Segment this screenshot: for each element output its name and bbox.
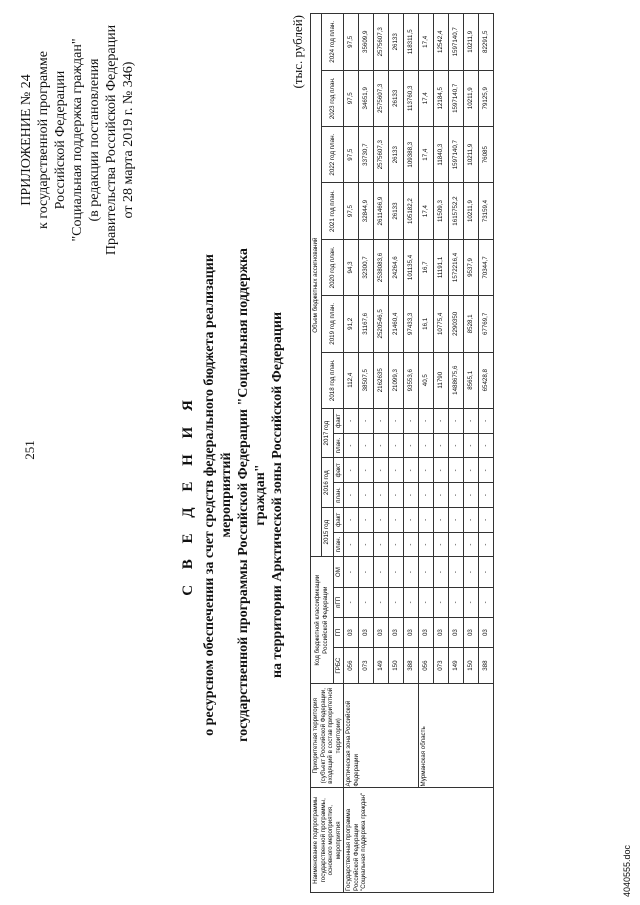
cell-v2020: 2538083,6 [374,239,389,295]
header-cell: 2021 год план. [321,183,344,239]
cell-v2024: 2575607,3 [374,14,389,71]
page-number: 251 [22,440,37,460]
cell-p15: - [449,532,464,557]
cell-gp: 03 [479,617,494,647]
cell-grbs: 149 [374,648,389,684]
header-cell: 2023 год план. [321,70,344,126]
cell-grbs: 073 [434,648,449,684]
cell-v2021: 11509,3 [434,183,449,239]
cell-v2018: 93553,6 [404,352,419,408]
cell-p15: - [389,532,404,557]
cell-p17: - [479,433,494,458]
cell-v2022: 17,4 [419,126,434,182]
cell-v2018: 40,5 [419,352,434,408]
cell-p16: - [344,483,359,508]
title-line: о ресурсном обеспечении за счет средств федерального бюджета реализации мероприятий [202,254,234,736]
document-title [180,235,286,755]
cell-pgp: - [419,587,434,617]
cell-v2023: 34651,9 [359,70,374,126]
cell-grbs: 150 [464,648,479,684]
cell-p17: - [359,433,374,458]
cell-v2020: 101135,4 [404,239,419,295]
cell-v2024: 97,5 [344,14,359,71]
cell-v2019: 97433,3 [404,296,419,352]
cell-v2024: 1597140,7 [449,14,464,71]
header-cell: 2019 год план. [321,296,344,352]
cell-p15: - [434,532,449,557]
cell-v2023: 79125,9 [479,70,494,126]
cell-grbs: 150 [389,648,404,684]
table-row [344,14,359,893]
cell-f15: - [419,507,434,532]
cell-f17: - [434,408,449,433]
cell-p15: - [374,532,389,557]
appendix-line: ПРИЛОЖЕНИЕ № 24 [19,74,34,206]
cell-pgp: - [344,587,359,617]
cell-v2019: 2520546,5 [374,296,389,352]
cell-f16: - [404,458,419,483]
cell-om: - [389,557,404,587]
cell-f17: - [374,408,389,433]
cell-pgp: - [464,587,479,617]
appendix-line: Российской Федерации [53,70,68,210]
cell-v2018: 8565,1 [464,352,479,408]
cell-v2018: 1488675,6 [449,352,464,408]
cell-pgp: - [404,587,419,617]
cell-p16: - [464,483,479,508]
cell-v2019: 16,1 [419,296,434,352]
cell-v2020: 32300,7 [359,239,374,295]
cell-v2021: 105182,2 [404,183,419,239]
cell-v2018: 112,4 [344,352,359,408]
cell-v2021: 17,4 [419,183,434,239]
cell-gp: 03 [449,617,464,647]
cell-p17: - [374,433,389,458]
cell-om: - [449,557,464,587]
appendix-line: (в редакции постановления [87,58,102,222]
cell-p16: - [404,483,419,508]
header-cell: 2018 год план. [321,352,344,408]
header-cell: 2015 год [321,507,333,557]
cell-p17: - [404,433,419,458]
cell-f17: - [449,408,464,433]
cell-p17: - [449,433,464,458]
cell-om: - [404,557,419,587]
header-cell: 2016 год [321,458,333,508]
header-cell: ГП [333,617,344,647]
territory-cell: Мурманская область [419,683,494,788]
appendix-line: "Социальная поддержка граждан" [70,38,85,242]
cell-v2024: 26133 [389,14,404,71]
table-row [419,14,434,893]
cell-f16: - [434,458,449,483]
cell-v2022: 10211,9 [464,126,479,182]
cell-p17: - [464,433,479,458]
cell-v2022: 97,5 [344,126,359,182]
title-line: на территории Арктической зоны Российской Федерации [270,311,285,679]
cell-v2023: 1597140,7 [449,70,464,126]
cell-v2021: 1615752,2 [449,183,464,239]
header-cell: 2020 год план. [321,239,344,295]
cell-v2021: 10211,9 [464,183,479,239]
cell-v2019: 31167,6 [359,296,374,352]
header-cell: 2022 год план. [321,126,344,182]
cell-grbs: 388 [404,648,419,684]
cell-v2022: 26133 [389,126,404,182]
cell-f16: - [464,458,479,483]
cell-f17: - [389,408,404,433]
cell-om: - [479,557,494,587]
appendix-line: Правительства Российской Федерации [104,24,119,256]
cell-om: - [419,557,434,587]
cell-v2021: 2611466,9 [374,183,389,239]
appendix-line: от 28 марта 2019 г. № 346) [121,61,136,219]
cell-v2024: 17,4 [419,14,434,71]
cell-om: - [359,557,374,587]
cell-grbs: 073 [359,648,374,684]
cell-om: - [374,557,389,587]
cell-v2019: 21460,4 [389,296,404,352]
cell-p17: - [389,433,404,458]
appendix-header [18,15,137,265]
cell-v2020: 11191,1 [434,239,449,295]
cell-f16: - [419,458,434,483]
header-cell: Объем бюджетных ассигнований [311,14,322,557]
header-cell: факт [333,507,344,532]
cell-v2020: 1572216,4 [449,239,464,295]
cell-f16: - [374,458,389,483]
cell-f15: - [389,507,404,532]
cell-gp: 03 [464,617,479,647]
cell-v2023: 2575607,3 [374,70,389,126]
cell-v2018: 38507,5 [359,352,374,408]
header-cell: пГП [333,587,344,617]
cell-pgp: - [359,587,374,617]
cell-p17: - [434,433,449,458]
cell-gp: 03 [374,617,389,647]
header-cell: ОМ [333,557,344,587]
cell-f17: - [359,408,374,433]
cell-v2019: 67769,7 [479,296,494,352]
cell-v2020: 16,7 [419,239,434,295]
cell-f17: - [464,408,479,433]
program-name-cell: Государственная программа Российской Федерации "Социальная поддержка граждан" [344,788,494,893]
cell-f15: - [359,507,374,532]
cell-pgp: - [374,587,389,617]
cell-p15: - [419,532,434,557]
cell-p15: - [404,532,419,557]
cell-v2024: 12542,4 [434,14,449,71]
header-cell: Наименование подпрограммы государственной программы, основного мероприятия, мероприятия [311,788,344,893]
budget-table [310,13,494,893]
cell-grbs: 388 [479,648,494,684]
cell-p16: - [434,483,449,508]
header-cell: 2017 год [321,408,333,458]
title-heading: С В Е Д Е Н И Я [180,394,196,596]
cell-v2021: 32844,9 [359,183,374,239]
cell-v2020: 24264,6 [389,239,404,295]
header-cell: факт [333,408,344,433]
cell-f16: - [389,458,404,483]
cell-f15: - [344,507,359,532]
cell-gp: 03 [434,617,449,647]
territory-cell: Арктическая зона Российской Федерации [344,683,419,788]
header-cell: план. [333,532,344,557]
cell-pgp: - [449,587,464,617]
cell-v2022: 109388,3 [404,126,419,182]
cell-pgp: - [434,587,449,617]
cell-f17: - [419,408,434,433]
header-cell: Приоритетная территория (субъект Российской Федерации, входящий в состав приоритетной территории) [311,683,344,788]
appendix-line: к государственной программе [36,51,51,229]
cell-f16: - [344,458,359,483]
cell-v2024: 10211,9 [464,14,479,71]
header-cell: план. [333,433,344,458]
cell-f17: - [344,408,359,433]
title-line: государственной программы Российской Федерации "Социальная поддержка граждан" [236,248,268,742]
cell-v2023: 113760,3 [404,70,419,126]
cell-f17: - [479,408,494,433]
document-code: 4040555.doc [622,844,632,897]
cell-v2023: 97,5 [344,70,359,126]
cell-f16: - [479,458,494,483]
table-body [344,14,494,893]
cell-v2018: 65428,8 [479,352,494,408]
cell-v2019: 8528,1 [464,296,479,352]
cell-pgp: - [479,587,494,617]
cell-v2020: 70344,7 [479,239,494,295]
cell-p16: - [389,483,404,508]
cell-gp: 03 [419,617,434,647]
cell-grbs: 056 [344,648,359,684]
cell-f15: - [449,507,464,532]
cell-v2018: 21099,3 [389,352,404,408]
cell-f15: - [434,507,449,532]
cell-f16: - [359,458,374,483]
cell-p16: - [374,483,389,508]
cell-f15: - [404,507,419,532]
header-cell: 2024 год план. [321,14,344,71]
cell-v2022: 33730,7 [359,126,374,182]
cell-v2023: 12184,5 [434,70,449,126]
cell-gp: 03 [344,617,359,647]
cell-v2023: 26133 [389,70,404,126]
cell-v2019: 10775,4 [434,296,449,352]
cell-p15: - [344,532,359,557]
cell-grbs: 056 [419,648,434,684]
cell-p15: - [464,532,479,557]
cell-gp: 03 [404,617,419,647]
cell-v2021: 26133 [389,183,404,239]
cell-v2018: 11790 [434,352,449,408]
cell-v2023: 17,4 [419,70,434,126]
cell-p16: - [449,483,464,508]
cell-v2022: 2575607,3 [374,126,389,182]
cell-f15: - [464,507,479,532]
cell-v2024: 82291,5 [479,14,494,71]
cell-om: - [344,557,359,587]
cell-v2021: 73159,4 [479,183,494,239]
cell-f16: - [449,458,464,483]
cell-pgp: - [389,587,404,617]
cell-f17: - [404,408,419,433]
header-cell: факт [333,458,344,483]
cell-v2022: 11840,3 [434,126,449,182]
cell-p17: - [344,433,359,458]
cell-v2018: 2162635 [374,352,389,408]
cell-v2020: 94,3 [344,239,359,295]
cell-f15: - [374,507,389,532]
cell-p17: - [419,433,434,458]
cell-p16: - [419,483,434,508]
cell-p15: - [359,532,374,557]
cell-grbs: 149 [449,648,464,684]
cell-om: - [434,557,449,587]
units-label: (тыс. рублей) [290,15,305,89]
cell-v2023: 10211,9 [464,70,479,126]
cell-v2024: 118311,5 [404,14,419,71]
cell-v2019: 2290350 [449,296,464,352]
cell-p16: - [359,483,374,508]
cell-v2021: 97,5 [344,183,359,239]
header-cell: Код бюджетной классификации Российской Федерации [311,557,334,684]
cell-gp: 03 [359,617,374,647]
cell-om: - [464,557,479,587]
cell-v2019: 91,2 [344,296,359,352]
cell-f15: - [479,507,494,532]
cell-v2020: 9537,9 [464,239,479,295]
header-cell: ГРБС [333,648,344,684]
cell-gp: 03 [389,617,404,647]
cell-v2024: 35609,9 [359,14,374,71]
cell-p16: - [479,483,494,508]
cell-v2022: 76085 [479,126,494,182]
cell-p15: - [479,532,494,557]
header-cell: план. [333,483,344,508]
cell-v2022: 1597140,7 [449,126,464,182]
